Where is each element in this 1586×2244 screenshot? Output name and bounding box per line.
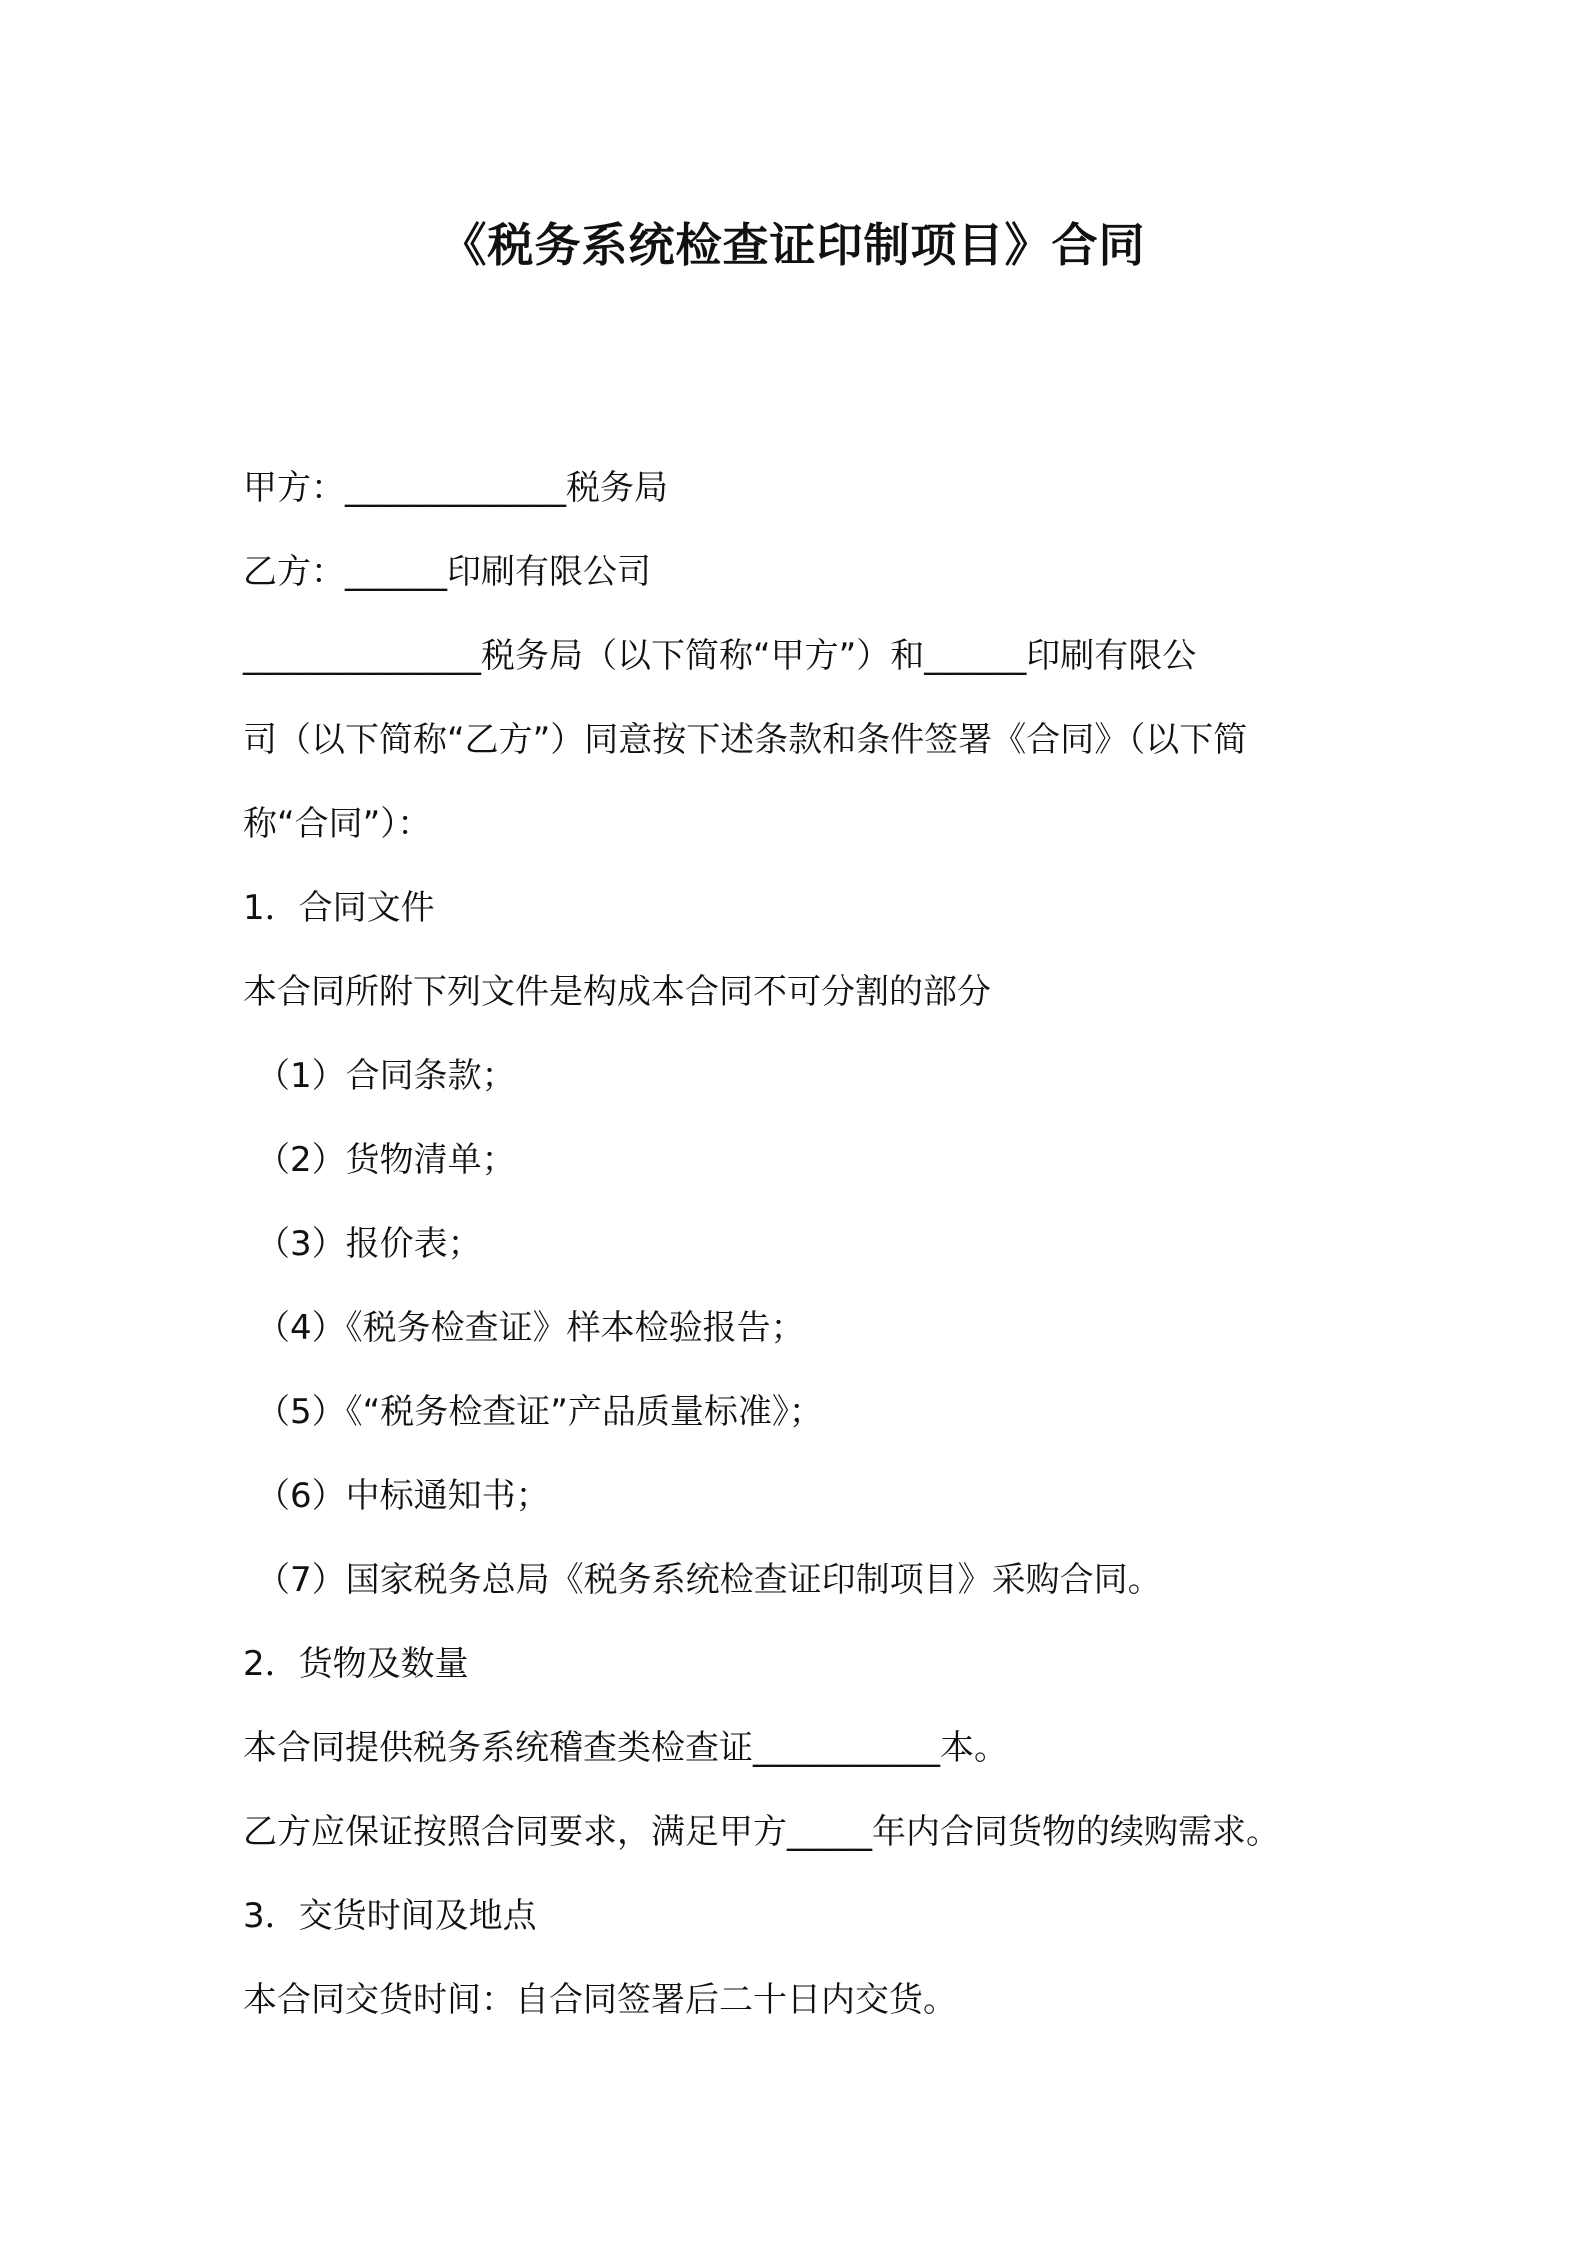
list-item: （6）中标通知书； [256, 1476, 550, 1516]
intro-line: 称“合同”）： [243, 804, 432, 844]
party-b-line: 乙方：______印刷有限公司 [243, 552, 651, 592]
list-item: （2）货物清单； [256, 1140, 516, 1180]
section-2-heading: 2．货物及数量 [243, 1644, 469, 1684]
section-1-lead: 本合同所附下列文件是构成本合同不可分割的部分 [243, 972, 991, 1012]
intro-line: ______________税务局（以下简称“甲方”）和______印刷有限公 [243, 636, 1197, 676]
intro-line: 司（以下简称“乙方”）同意按下述条款和条件签署《合同》（以下简 [243, 720, 1248, 760]
party-a-line: 甲方：_____________税务局 [243, 468, 668, 508]
section-3-heading: 3．交货时间及地点 [243, 1896, 537, 1936]
list-item: （3）报价表； [256, 1224, 482, 1264]
document-body [243, 446, 1363, 2042]
list-item: （1）合同条款； [256, 1056, 516, 1096]
list-item: （5）《“税务检查证”产品质量标准》； [256, 1392, 823, 1432]
list-item: （4）《税务检查证》样本检验报告； [256, 1308, 805, 1348]
section-2-line: 乙方应保证按照合同要求，满足甲方_____年内合同货物的续购需求。 [243, 1812, 1280, 1852]
section-2-line: 本合同提供税务系统稽查类检查证___________本。 [243, 1728, 1008, 1768]
document-title: 《税务系统检查证印制项目》合同 [440, 218, 1146, 272]
section-3-line: 本合同交货时间：自合同签署后二十日内交货。 [243, 1980, 957, 2020]
list-item: （7）国家税务总局《税务系统检查证印制项目》采购合同。 [256, 1560, 1162, 1600]
section-1-heading: 1．合同文件 [243, 888, 435, 928]
